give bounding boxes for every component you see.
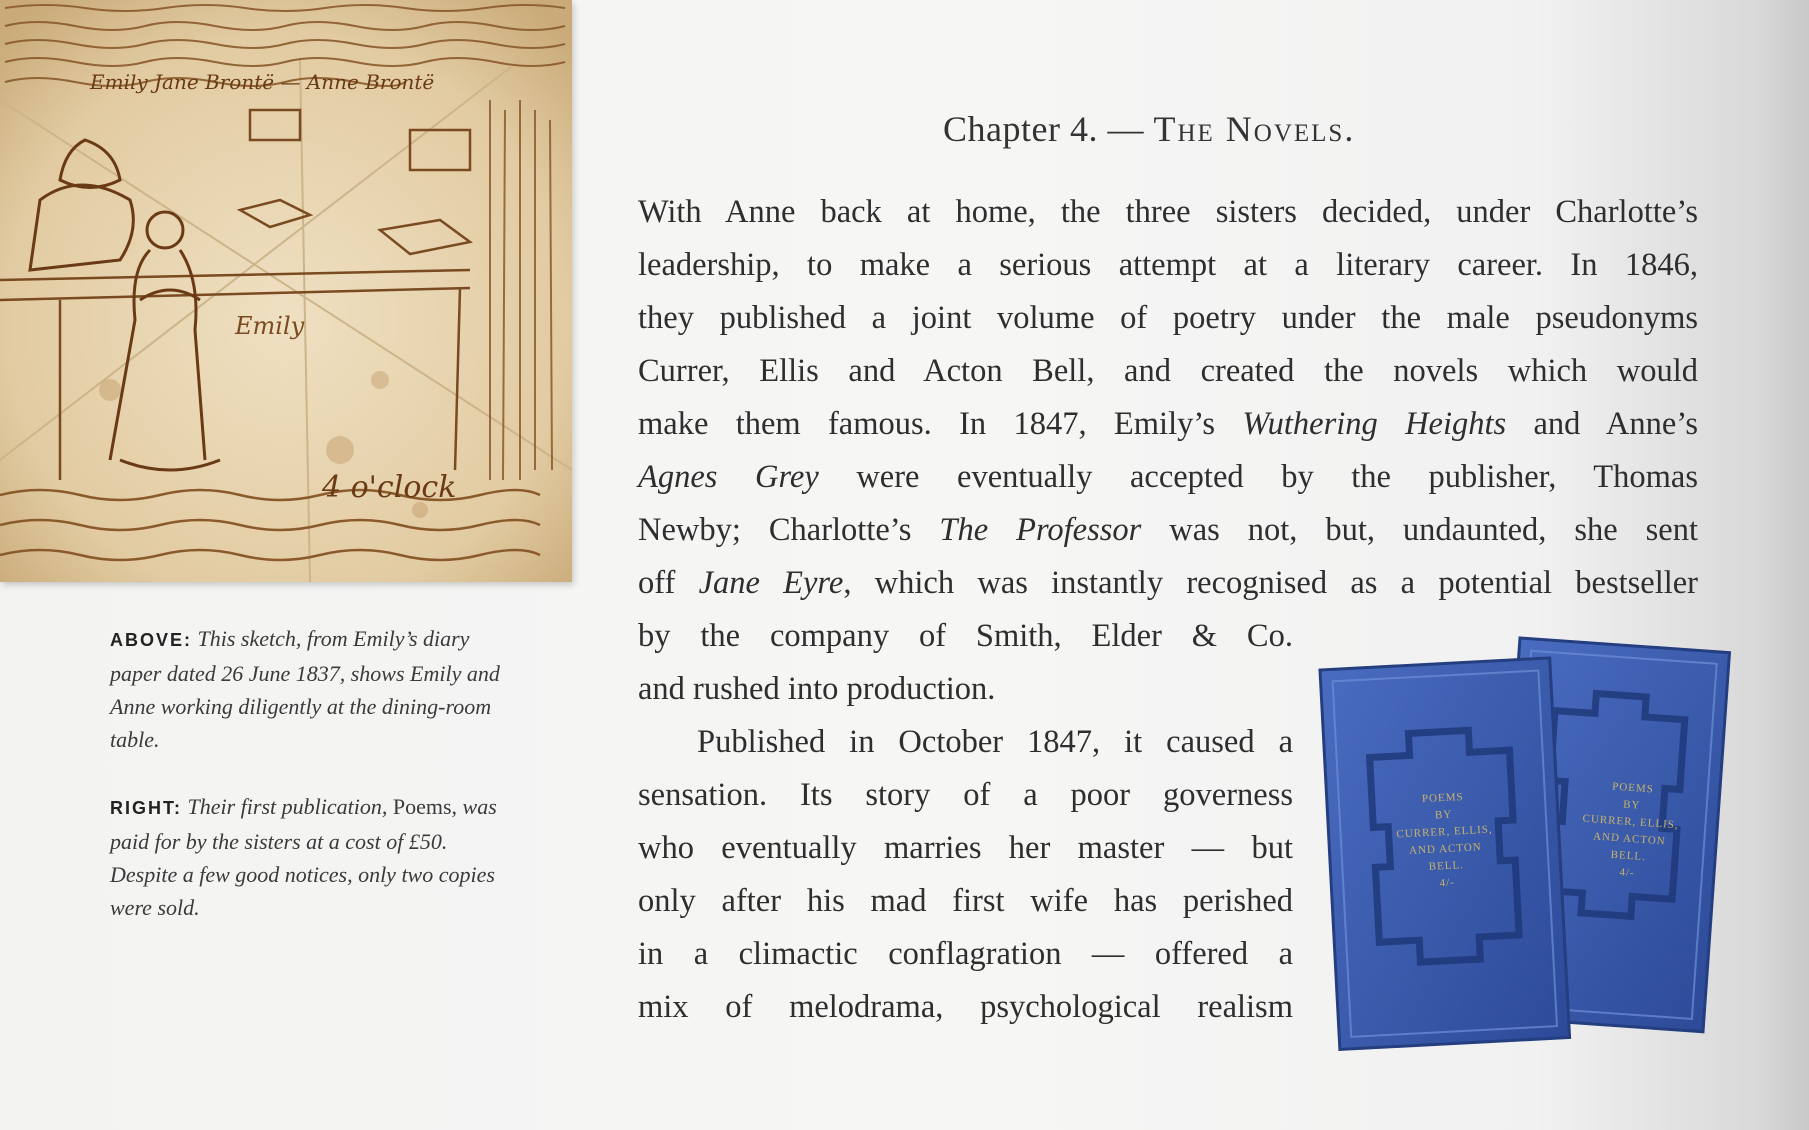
body-line: by the company of Smith, Elder & Co. bbox=[638, 618, 1293, 654]
caption-right bbox=[110, 790, 500, 924]
book-price: 4/- bbox=[1619, 866, 1636, 880]
body-text-span: make them famous. In 1847, Emily’s bbox=[638, 406, 1243, 442]
book-title-line: AND ACTON bbox=[1408, 841, 1483, 857]
book-title-line: CURRER, ELLIS, bbox=[1396, 823, 1493, 841]
book-back-title bbox=[1567, 776, 1694, 886]
sketch-signature: Emily Jane Brontë — Anne Brontë bbox=[90, 70, 435, 94]
body-line: With Anne back at home, the three sisters decided, under Charlotte’s bbox=[638, 194, 1698, 230]
body-text-span: , which was instantly recognised as a potential bestseller bbox=[843, 565, 1699, 601]
book-title-line: POEMS bbox=[1611, 780, 1655, 796]
body-line bbox=[638, 404, 1698, 444]
book-front-title bbox=[1382, 787, 1507, 895]
body-line: and rushed into production. bbox=[638, 671, 996, 707]
body-line: leadership, to make a serious attempt at a literary career. In 1846, bbox=[638, 247, 1698, 283]
chapter-prefix: Chapter 4. — bbox=[943, 109, 1154, 149]
caption-right-text1: Their first publication, bbox=[187, 794, 388, 819]
poems-books-image bbox=[1310, 630, 1770, 1070]
body-line bbox=[638, 563, 1698, 603]
book-title-line: BY bbox=[1622, 798, 1641, 812]
diary-sketch-image bbox=[0, 0, 572, 582]
caption-above-text: This sketch, from Emily’s diary paper dated 26 June 1837, shows Emily and Anne working diligently at the dining-room table. bbox=[110, 626, 500, 752]
book-title-line: POEMS bbox=[1421, 790, 1464, 806]
book-title-line: BELL. bbox=[1610, 848, 1647, 864]
caption-right-book: Poems, bbox=[392, 794, 458, 819]
books-drawing bbox=[1310, 630, 1770, 1070]
sketch-label-emily: Emily bbox=[235, 312, 305, 340]
caption-above-lead: ABOVE: bbox=[110, 630, 193, 650]
book-title-wuthering-heights: Wuthering Heights bbox=[1242, 406, 1507, 442]
body-line: sensation. Its story of a poor governess bbox=[638, 777, 1293, 813]
body-line: Published in October 1847, it caused a bbox=[697, 724, 1293, 760]
body-line: they published a joint volume of poetry under the male pseudonyms bbox=[638, 300, 1698, 336]
body-text-span: off bbox=[638, 565, 699, 601]
book-title-jane-eyre: Jane Eyre bbox=[698, 565, 844, 601]
caption-right-text2: was paid for by the sisters at a cost of £50. Despite a few good notices, only two copies were sold. bbox=[110, 794, 497, 920]
book-title-agnes-grey: Agnes Grey bbox=[638, 459, 819, 495]
book-price: 4/- bbox=[1439, 876, 1456, 890]
chapter-title: The Novels. bbox=[1153, 109, 1356, 149]
body-line bbox=[638, 510, 1698, 550]
book-title-line: AND ACTON bbox=[1592, 830, 1667, 848]
body-line: in a climactic conflagration — offered a bbox=[638, 936, 1293, 972]
caption-above bbox=[110, 622, 500, 756]
book-title-line: BY bbox=[1434, 808, 1453, 822]
book-title-the-professor: The Professor bbox=[939, 512, 1142, 548]
body-text-span: were eventually accepted by the publisher, Thomas bbox=[818, 459, 1699, 495]
body-line: only after his mad first wife has perished bbox=[638, 883, 1293, 919]
book-title-line: BELL. bbox=[1428, 859, 1465, 873]
body-line: mix of melodrama, psychological realism bbox=[638, 989, 1293, 1025]
body-text-span: and Anne’s bbox=[1506, 406, 1698, 442]
sketch-label-clock: 4 o'clock bbox=[322, 470, 457, 505]
chapter-heading bbox=[943, 108, 1355, 150]
body-text-span: was not, but, undaunted, she sent bbox=[1141, 512, 1698, 548]
caption-right-lead: RIGHT: bbox=[110, 798, 182, 818]
book-title-line: CURRER, ELLIS, bbox=[1582, 812, 1680, 832]
body-line bbox=[638, 457, 1698, 497]
body-line: Currer, Ellis and Acton Bell, and created the novels which would bbox=[638, 353, 1698, 389]
body-text-span: Newby; Charlotte’s bbox=[638, 512, 940, 548]
body-line: who eventually marries her master — but bbox=[638, 830, 1293, 866]
